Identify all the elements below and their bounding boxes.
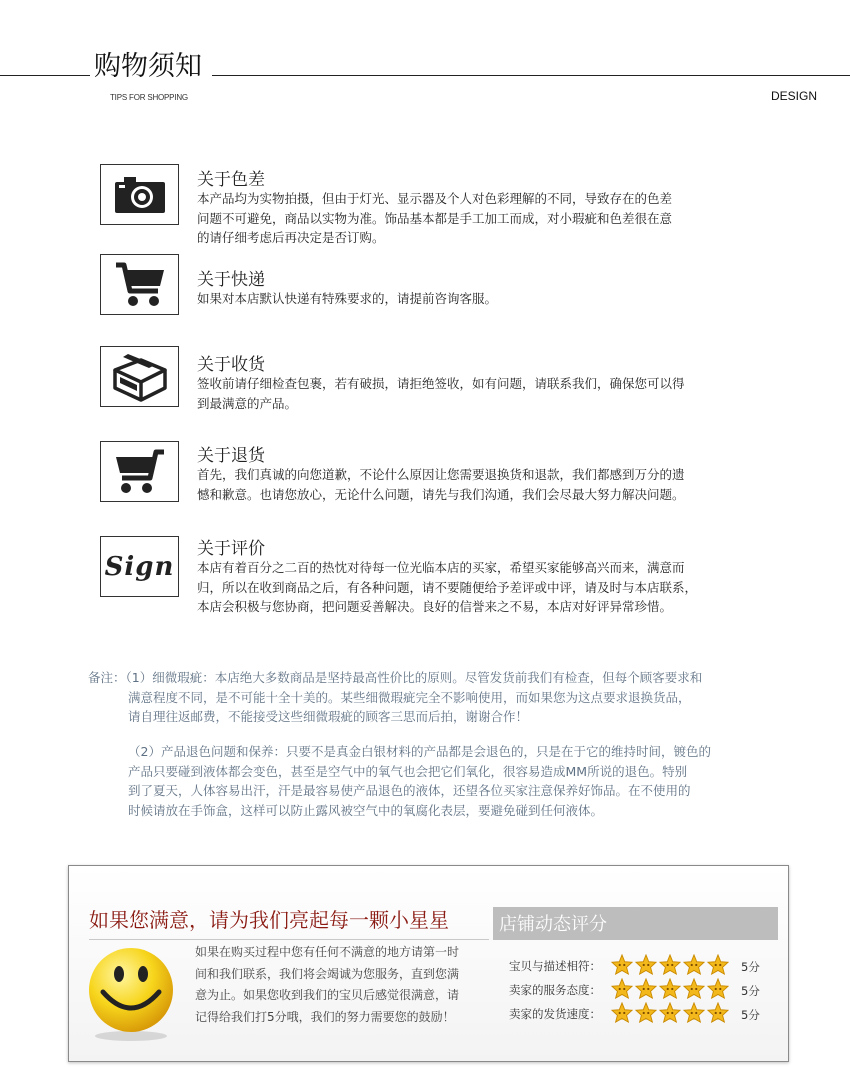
- score-label: 卖家的发货速度：: [509, 1007, 601, 1021]
- remark-line: 备注：（1）细微瑕疵：本店绝大多数商品是坚持最高性价比的原则。尽管发货前我们有检查，但每个顾客要求和: [88, 670, 703, 685]
- header-rule-left: [0, 75, 90, 76]
- remark-note-2: [88, 742, 788, 820]
- camera-icon: [100, 164, 179, 225]
- star-icon: [683, 1002, 705, 1023]
- banner-message: [195, 942, 489, 1028]
- item-line: 签收前请仔细检查包裹，若有破损，请拒绝签收，如有问题，请联系我们，确保您可以得: [197, 376, 685, 391]
- remark-line: （2）产品退色问题和保养：只要不是真金白银材料的产品都是会退色的，只是在于它的维持时间，镀色的: [128, 744, 711, 759]
- shop-score-title: 店铺动态评分: [493, 907, 778, 940]
- star-icon: [707, 978, 729, 999]
- star-rating: [611, 1002, 731, 1023]
- item-line: 本店有着百分之二百的热忱对待每一位光临本店的买家，希望买家能够高兴而来，满意而: [197, 560, 685, 575]
- score-value: 5分: [741, 984, 760, 998]
- banner-line: 如果在购买过程中您有任何不满意的地方请第一时: [195, 945, 460, 959]
- item-title-delivery: 关于快递: [197, 270, 265, 290]
- banner-line: 间和我们联系，我们将会竭诚为您服务，直到您满: [195, 966, 460, 981]
- item-body-color: [197, 189, 757, 248]
- remark-note-1: [88, 668, 788, 727]
- banner-divider: [89, 939, 489, 940]
- remark-line: 产品只要碰到液体都会变色，甚至是空气中的氧气也会把它们氧化，很容易造成MM所说的退色。特别: [128, 763, 688, 779]
- star-icon: [659, 954, 681, 975]
- remark-line: 时候请放在手饰盒，这样可以防止露风被空气中的氧腐化表层，要避免碰到任何液体。: [128, 802, 604, 818]
- item-title-review: 关于评价: [197, 539, 265, 559]
- banner-line: 意为止。如果您收到我们的宝贝后感觉很满意，请: [195, 988, 460, 1002]
- star-icon: [707, 954, 729, 975]
- star-icon: [635, 978, 657, 999]
- score-value: 5分: [741, 960, 760, 974]
- item-body-receipt: [197, 374, 757, 413]
- shopping-cart-icon: [100, 254, 179, 315]
- item-line: 憾和歉意。也请您放心，无论什么问题，请先与我们沟通，我们会尽最大努力解决问题。: [197, 486, 685, 502]
- star-icon: [707, 1002, 729, 1023]
- item-line: 到最满意的产品。: [197, 395, 298, 411]
- item-body-return: [197, 465, 757, 504]
- signature-text: Sign: [104, 551, 175, 582]
- star-icon: [611, 1002, 633, 1023]
- item-body-delivery: [197, 289, 757, 309]
- item-title-return: 关于退货: [197, 446, 265, 466]
- return-cart-icon: [100, 441, 179, 502]
- remark-line: 请自理往返邮费，不能接受这些细微瑕疵的顾客三思而后拍，谢谢合作！: [128, 709, 529, 724]
- page-title: 购物须知: [94, 51, 202, 82]
- star-icon: [659, 1002, 681, 1023]
- star-icon: [635, 1002, 657, 1023]
- star-icon: [635, 954, 657, 975]
- score-row: [509, 954, 769, 976]
- item-line: 首先，我们真诚的向您道歉，不论什么原因让您需要退换货和退款，我们都感到万分的遗: [197, 467, 685, 482]
- banner-headline: 如果您满意，请为我们亮起每一颗小星星: [89, 908, 449, 932]
- rating-banner: [68, 865, 789, 1062]
- remark-line: 到了夏天，人体容易出汗，汗是最容易使产品退色的液体，还望各位买家注意保养好饰品。在不使用的: [128, 783, 691, 798]
- star-icon: [611, 978, 633, 999]
- header-rule-right: [212, 75, 850, 76]
- item-line: 归，所以在收到商品之后，有各种问题，请不要随便给予差评或中评，请及时与本店联系，: [197, 579, 698, 595]
- design-label: DESIGN: [771, 89, 818, 103]
- smiley-face-icon: [85, 944, 177, 1048]
- score-label: 卖家的服务态度：: [509, 983, 601, 997]
- star-icon: [611, 954, 633, 975]
- page-subtitle: TIPS FOR SHOPPING: [110, 93, 188, 102]
- item-line: 本产品均为实物拍摄，但由于灯光、显示器及个人对色彩理解的不同，导致存在的色差: [197, 191, 673, 206]
- item-title-receipt: 关于收货: [197, 355, 265, 375]
- score-row: [509, 978, 769, 1000]
- item-body-review: [197, 558, 757, 617]
- star-icon: [683, 978, 705, 999]
- package-box-icon: [100, 346, 179, 407]
- star-icon: [659, 978, 681, 999]
- star-icon: [683, 954, 705, 975]
- star-rating: [611, 954, 731, 975]
- item-line: 的请仔细考虑后再决定是否订购。: [197, 230, 385, 245]
- item-line: 问题不可避免，商品以实物为准。饰品基本都是手工加工而成，对小瑕疵和色差很在意: [197, 210, 673, 226]
- score-value: 5分: [741, 1008, 760, 1022]
- score-row: [509, 1002, 769, 1024]
- item-line: 如果对本店默认快递有特殊要求的，请提前咨询客服。: [197, 291, 498, 306]
- banner-line: 记得给我们打5分哦，我们的努力需要您的鼓励！: [195, 1009, 455, 1024]
- star-rating: [611, 978, 731, 999]
- item-line: 本店会积极与您协商，把问题妥善解决。良好的信誉来之不易，本店对好评异常珍惜。: [197, 599, 673, 614]
- score-label: 宝贝与描述相符：: [509, 959, 601, 973]
- item-title-color: 关于色差: [197, 170, 265, 190]
- remark-line: 满意程度不同，是不可能十全十美的。某些细微瑕疵完全不影响使用，而如果您为这点要求退换货品，: [128, 689, 691, 705]
- signature-icon: [100, 536, 179, 597]
